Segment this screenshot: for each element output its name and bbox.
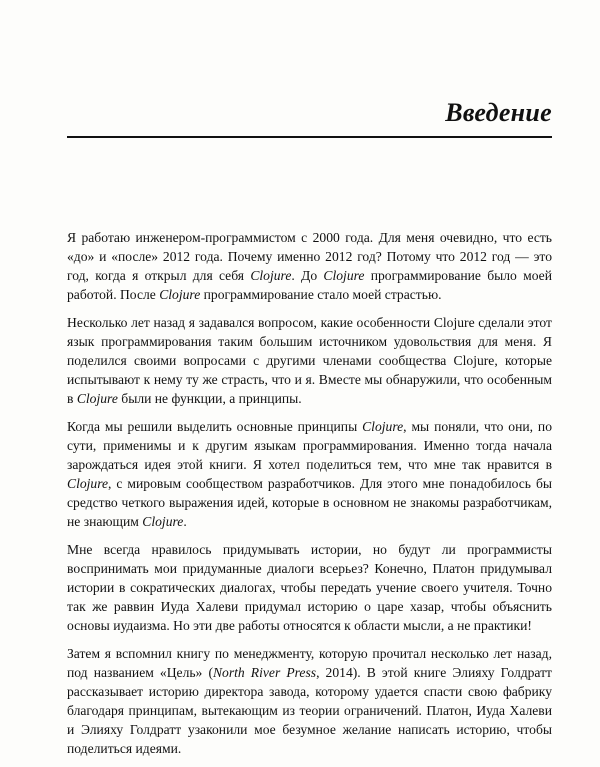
paragraph: [67, 313, 552, 408]
paragraph: [67, 228, 552, 304]
paragraph: [67, 644, 552, 758]
italic-text-run: Clojure: [159, 287, 201, 302]
text-run: .: [183, 514, 187, 529]
paragraph: [67, 417, 552, 531]
italic-text-run: Clojure: [323, 268, 365, 283]
text-run: Я работаю инженером-программистом с 2000 года. Для меня очевидно, что есть «до» и «после» 2012 года. Почему именно 2012 год? Потому что 2012 год — это год, когда я открыл для себя: [67, 230, 552, 283]
italic-text-run: Clojure: [362, 419, 404, 434]
text-run: Мне всегда нравилось придумывать истории, но будут ли программисты воспринимать мои придуманные диалоги всерьез? Конечно, Платон придумывал истории в сократических диалогах, чтобы передать учение своего учителя. Точно так же раввин Иуда Халеви придумал историю о царе хазар, чтобы объяснить основы иудаизма. Но эти две работы относятся к области мысли, а не практики!: [67, 542, 552, 633]
paragraph: [67, 540, 552, 635]
italic-text-run: Clojure: [76, 391, 118, 406]
text-run: , с мировым сообществом разработчиков. Для этого мне понадобилось бы средство четкого выражения идей, которые в основном не знакомы разработчикам, не знающим: [67, 476, 552, 529]
italic-text-run: Clojure: [67, 476, 109, 491]
text-run: Затем я вспомнил книгу по менеджменту, которую прочитал несколько лет назад, под названием «Цель» (: [67, 646, 552, 680]
text-run: , 2014). В этой книге Элияху Голдратт рассказывает историю директора завода, которому удается спасти свою фабрику благодаря принципам, вытекающим из теории ограничений. Платон, Иуда Халеви и Элияху Голдратт узаконили мое безумное желание написать историю, чтобы поделиться идеями.: [67, 665, 552, 756]
text-run: Несколько лет назад я задавался вопросом, какие особенности Clojure сделали этот язык программирования таким большим источником удовольствия для меня. Я поделился своими вопросами с другими членами сообщества Clojure, которые испытывают к нему ту же страсть, что и я. Вместе мы обнаружили, что особенным в: [67, 315, 552, 406]
text-run: были не функции, а принципы.: [117, 391, 302, 406]
text-run: . До: [291, 268, 324, 283]
text-run: программирование стало моей страстью.: [200, 287, 442, 302]
chapter-title: Введение: [445, 98, 552, 127]
italic-text-run: North River Press: [212, 665, 317, 680]
text-run: программирование было моей работой. После: [67, 268, 552, 302]
italic-text-run: Clojure: [250, 268, 292, 283]
title-rule: [67, 136, 552, 138]
italic-text-run: Clojure: [142, 514, 184, 529]
chapter-body: [67, 228, 552, 767]
text-run: , мы поняли, что они, по сути, применимы и к другим языкам программирования. Именно тогда начала зарождаться идея этой книги. Я хотел поделиться тем, что мне так нравится в: [67, 419, 552, 472]
text-run: Когда мы решили выделить основные принципы: [67, 419, 363, 434]
